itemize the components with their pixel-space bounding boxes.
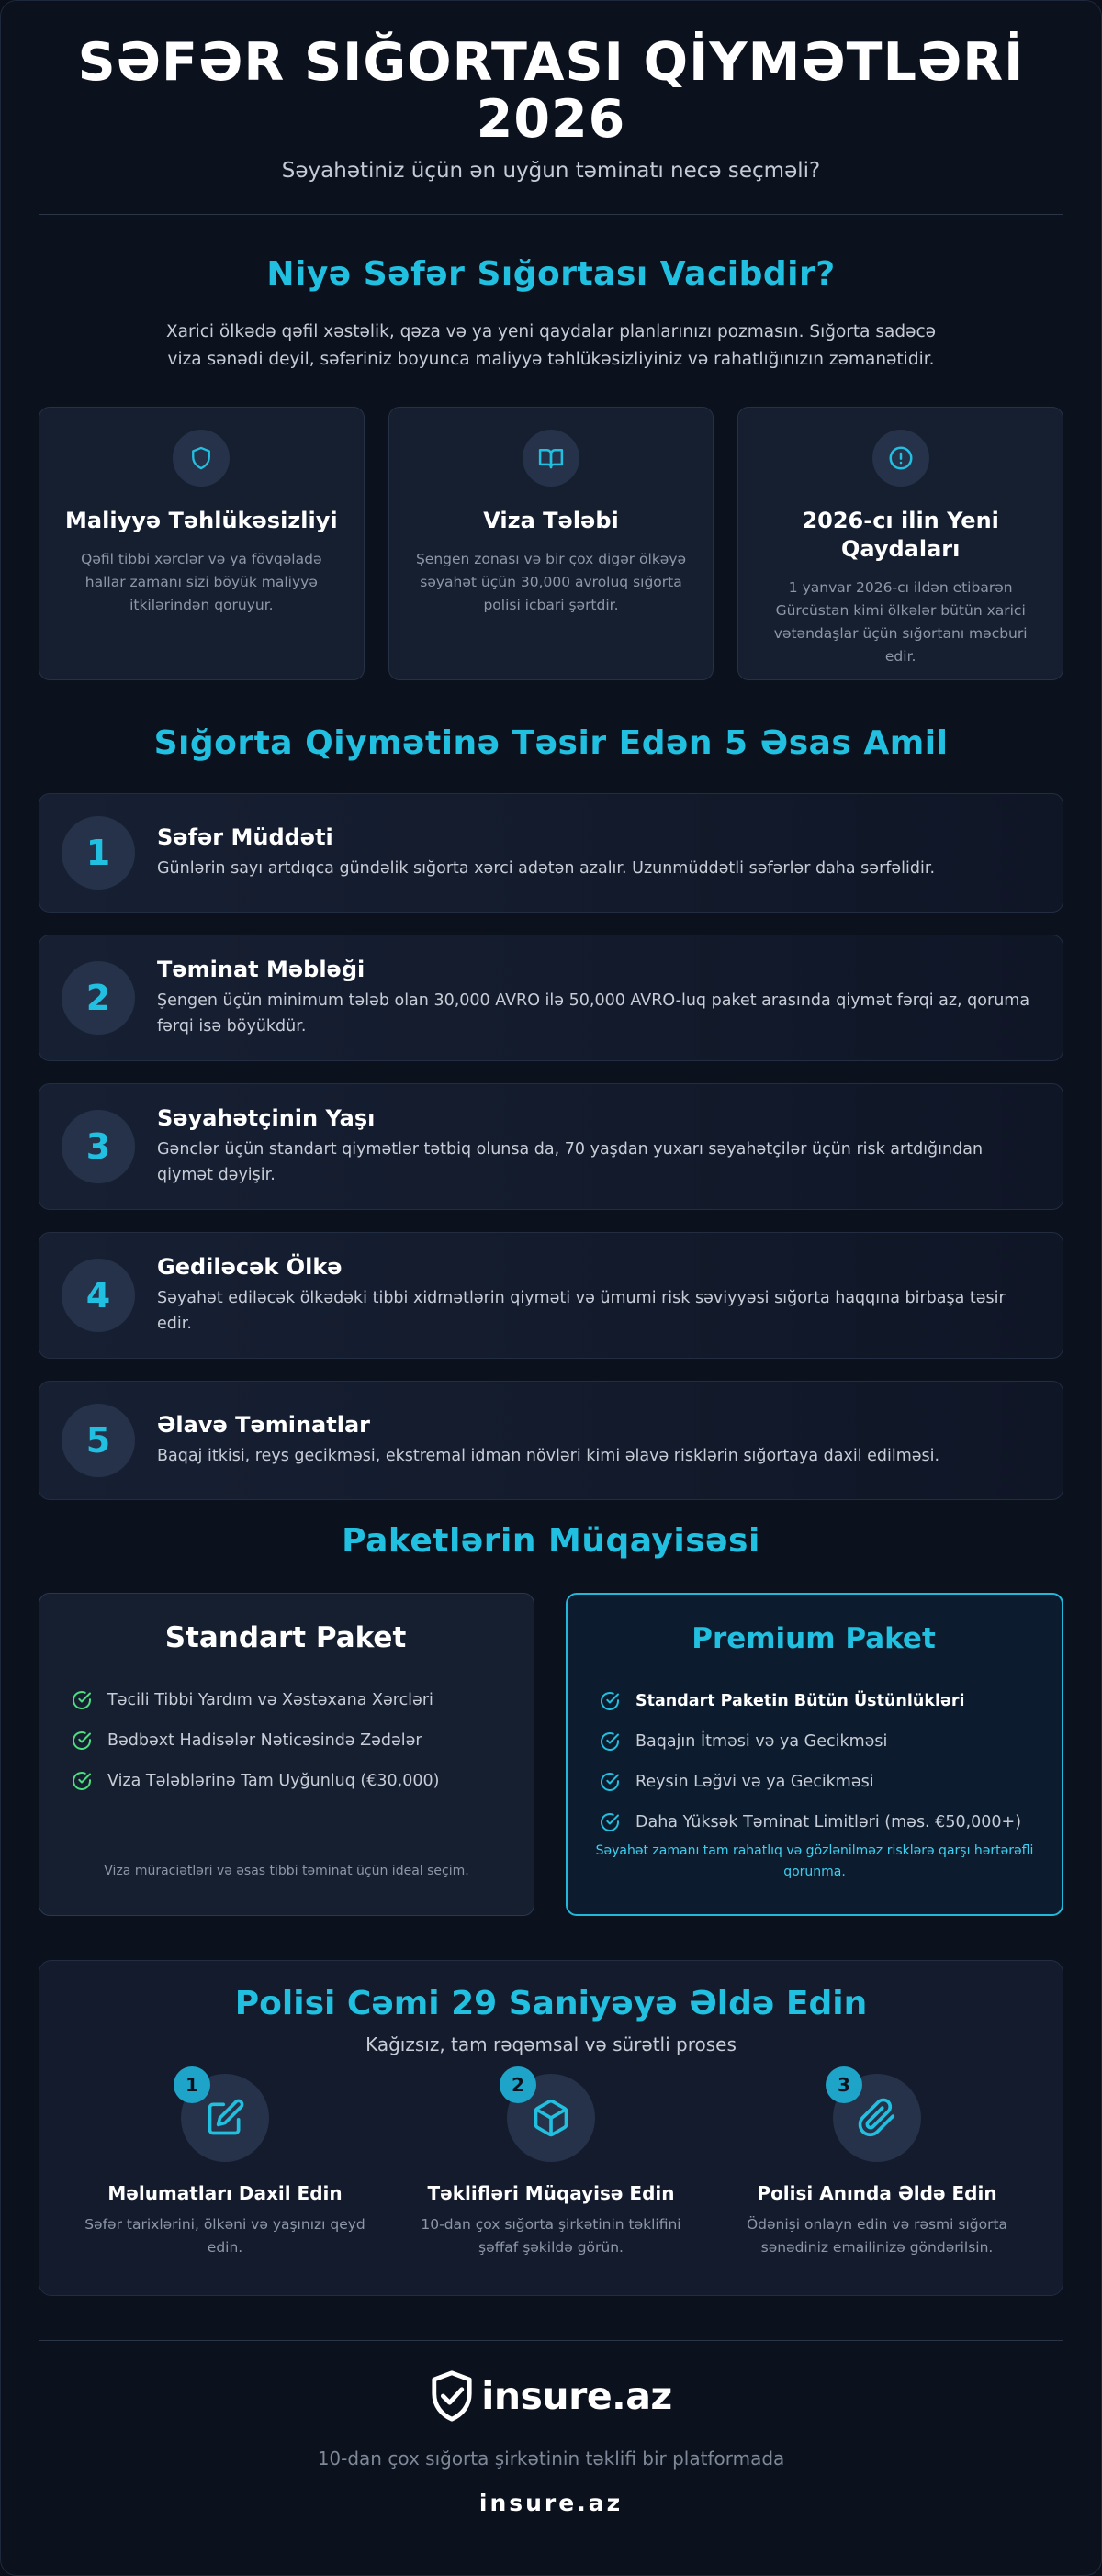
footer-site: insure.az <box>478 2490 624 2516</box>
logo-text: insure.az <box>481 2374 672 2418</box>
shield-check-icon <box>430 2369 474 2423</box>
card-new-rules <box>737 407 1063 680</box>
page-title: SƏFƏR SIĞORTASI QİYMƏTLƏRİ 2026 <box>77 32 1025 150</box>
feature-label: Viza Tələblərinə Tam Uyğunluq (€30,000) <box>107 1772 440 1790</box>
factor-text: Şengen üçün minimum tələb olan 30,000 AVRO ilə 50,000 AVRO-luq paket arasında qiymət fərqi az, qoruma fərqi isə böyükdür. <box>157 991 1030 1036</box>
why-cards <box>39 407 1063 680</box>
why-section <box>1 255 1101 680</box>
why-title: Niyə Səfər Sığortası Vacibdir? <box>266 255 836 293</box>
package-title: Premium Paket <box>692 1622 936 1655</box>
shield-icon <box>173 430 230 487</box>
factor-title: Gediləcək Ölkə <box>157 1254 343 1280</box>
check-circle-icon <box>71 1770 93 1792</box>
feature-label: Baqajın İtməsi və ya Gecikməsi <box>635 1732 888 1751</box>
step-text: Ödənişi onlayn edin və rəsmi sığorta sənədiniz emailinizə göndərilsin. <box>746 2216 1008 2256</box>
factor-item <box>39 1381 1063 1500</box>
factor-item <box>39 1232 1063 1359</box>
alert-circle-icon <box>872 430 929 487</box>
standard-package-card <box>39 1593 534 1916</box>
factor-item <box>39 793 1063 913</box>
list-item <box>71 1720 500 1761</box>
steps-subtitle: Kağızsız, tam rəqəmsal və sürətli proses <box>365 2033 737 2055</box>
comparison-section <box>1 1522 1101 1916</box>
steps-section <box>39 1960 1063 2296</box>
package-features <box>71 1680 500 1801</box>
package-title: Standart Paket <box>164 1621 407 1654</box>
card-title: 2026-cı ilin Yeni Qaydaları <box>802 508 999 562</box>
package-note: Səyahət zamanı tam rahatlıq və gözlənilməz risklərə qarşı hərtərəfli qorunma. <box>595 1843 1034 1879</box>
list-item <box>599 1721 1029 1762</box>
check-circle-icon <box>599 1811 621 1833</box>
feature-label: Standart Paketin Bütün Üstünlükləri <box>635 1692 965 1710</box>
factor-number: 1 <box>62 816 135 890</box>
check-circle-icon <box>599 1771 621 1793</box>
feature-label: Daha Yüksək Təminat Limitləri (məs. €50,000+) <box>635 1813 1022 1831</box>
factor-title: Səyahətçinin Yaşı <box>157 1105 376 1131</box>
factor-title: Təminat Məbləği <box>157 957 365 982</box>
card-financial-security <box>39 407 365 680</box>
premium-package-card <box>566 1593 1063 1916</box>
step-title: Təklifləri Müqayisə Edin <box>427 2182 675 2204</box>
list-item <box>599 1762 1029 1802</box>
card-text: Şengen zonası və bir çox digər ölkəyə səyahət üçün 30,000 avroluq sığorta polisi icbari şərtdir. <box>415 551 687 613</box>
card-text: Qəfil tibbi xərclər və ya fövqəladə hallar zamanı sizi böyük maliyyə itkilərindən qoruyur. <box>81 551 322 613</box>
step-item <box>73 2074 377 2259</box>
factor-item <box>39 935 1063 1061</box>
check-circle-icon <box>599 1730 621 1753</box>
step-number-badge: 2 <box>500 2066 536 2103</box>
factor-title: Əlavə Təminatlar <box>157 1412 370 1438</box>
list-item <box>599 1681 1029 1721</box>
package-note: Viza müraciətləri və əsas tibbi təminat üçün ideal seçim. <box>104 1864 469 1878</box>
factors-section <box>1 724 1101 1500</box>
footer-tagline: 10-dan çox sığorta şirkətinin təklifi bir platformada <box>317 2447 785 2470</box>
book-open-icon <box>523 430 579 487</box>
factor-text: Gənclər üçün standart qiymətlər tətbiq olunsa da, 70 yaşdan yuxarı səyahətçilər üçün risk artdığından qiymət dəyişir. <box>157 1140 984 1184</box>
page-subtitle: Səyahətiniz üçün ən uyğun təminatı necə seçməli? <box>281 159 821 183</box>
step-item <box>399 2074 703 2259</box>
factor-number: 5 <box>62 1404 135 1477</box>
card-visa-requirement <box>388 407 714 680</box>
factor-text: Səyahət ediləcək ölkədəki tibbi xidmətlərin qiyməti və ümumi risk səviyyəsi sığorta haqqına birbaşa təsir edir. <box>157 1289 1006 1333</box>
factor-text: Baqaj itkisi, reys gecikməsi, ekstremal idman növləri kimi əlavə risklərin sığortaya daxil edilməsi. <box>157 1447 940 1465</box>
list-item <box>599 1802 1029 1842</box>
card-title: Viza Tələbi <box>483 508 619 533</box>
comparison-title: Paketlərin Müqayisəsi <box>342 1522 760 1560</box>
factors-title: Sığorta Qiymətinə Təsir Edən 5 Əsas Amil <box>153 724 949 762</box>
factor-title: Səfər Müddəti <box>157 824 333 850</box>
list-item <box>71 1761 500 1801</box>
feature-label: Təcili Tibbi Yardım və Xəstəxana Xərcləri <box>107 1691 433 1709</box>
check-circle-icon <box>71 1689 93 1711</box>
card-title: Maliyyə Təhlükəsizliyi <box>65 508 338 533</box>
list-item <box>71 1680 500 1720</box>
step-text: Səfər tarixlərini, ölkəni və yaşınızı qeyd edin. <box>84 2216 365 2256</box>
card-text: 1 yanvar 2026-cı ildən etibarən Gürcüstan kimi ölkələr bütün xarici vətəndaşlar üçün sığortanı məcburi edir. <box>773 579 1028 665</box>
step-text: 10-dan çox sığorta şirkətinin təklifini şəffaf şəkildə görün. <box>421 2216 681 2256</box>
factor-number: 2 <box>62 961 135 1035</box>
check-circle-icon <box>599 1690 621 1712</box>
factor-number: 3 <box>62 1110 135 1183</box>
feature-label: Reysin Ləğvi və ya Gecikməsi <box>635 1773 874 1791</box>
divider <box>39 214 1063 215</box>
package-features <box>599 1681 1029 1842</box>
feature-label: Bədbəxt Hadisələr Nəticəsində Zədələr <box>107 1731 422 1750</box>
steps-title: Polisi Cəmi 29 Saniyəyə Əldə Edin <box>234 1985 868 2022</box>
check-circle-icon <box>71 1730 93 1752</box>
footer <box>1 2341 1101 2516</box>
hero <box>1 1 1101 183</box>
logo <box>1 2369 1101 2424</box>
packages <box>39 1593 1063 1916</box>
step-title: Polisi Anında Əldə Edin <box>757 2182 997 2204</box>
factor-text: Günlərin sayı artdıqca gündəlik sığorta xərci adətən azalır. Uzunmüddətli səfərlər daha sərfəlidir. <box>157 859 936 878</box>
factor-item <box>39 1083 1063 1210</box>
factor-number: 4 <box>62 1259 135 1332</box>
step-number-badge: 1 <box>174 2066 210 2103</box>
step-title: Məlumatları Daxil Edin <box>107 2182 343 2204</box>
factors-list <box>39 793 1063 1500</box>
step-number-badge: 3 <box>826 2066 862 2103</box>
steps-list <box>73 2074 1029 2259</box>
step-item <box>725 2074 1029 2259</box>
why-description: Xarici ölkədə qəfil xəstəlik, qəza və ya yeni qaydalar planlarınızı pozmasın. Sığorta sadəcə viza sənədi deyil, səfəriniz boyunca maliyyə təhlükəsizliyiniz və rahatlığınızın zəmanətidir. <box>165 322 937 369</box>
